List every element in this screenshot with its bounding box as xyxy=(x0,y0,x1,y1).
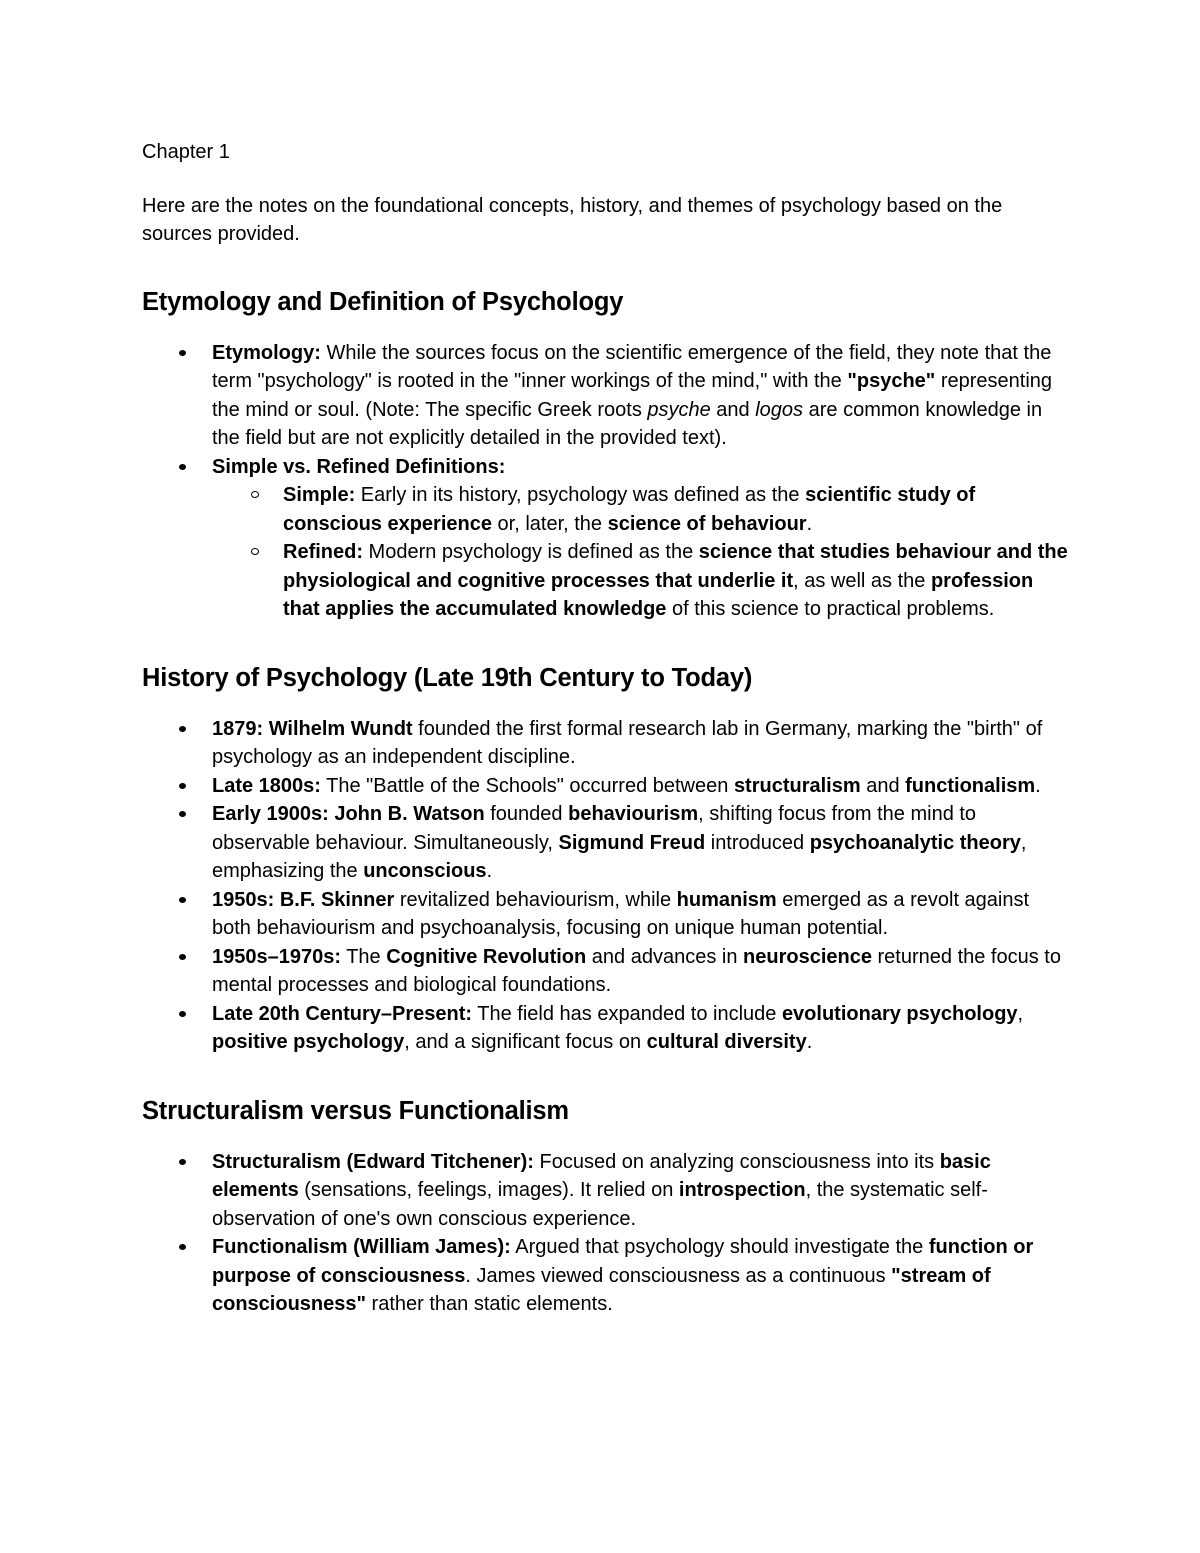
text-run: . xyxy=(806,1031,813,1053)
bold-text: science of behaviour xyxy=(607,512,807,535)
text-run: , as well as the xyxy=(793,569,931,592)
bold-text: structuralism xyxy=(733,774,861,797)
bold-text: Structuralism (Edward Titchener): xyxy=(212,1150,534,1173)
sections-container xyxy=(142,285,1072,1319)
sub-bullet-item xyxy=(142,538,1072,624)
bold-text: "psyche" xyxy=(847,370,936,392)
text-run: Focused on analyzing consciousness into its xyxy=(533,1150,940,1173)
bold-text: behaviourism xyxy=(568,803,699,825)
text-run: introduced xyxy=(705,831,810,854)
bullet-item xyxy=(142,772,1072,801)
bold-text: Late 20th Century–Present: xyxy=(212,1002,473,1025)
bullet-item xyxy=(142,339,1072,453)
bullet-item xyxy=(142,800,1072,886)
bold-text: Simple vs. Refined Definitions: xyxy=(212,455,506,478)
text-run: revitalized behaviourism, while xyxy=(394,888,677,911)
text-run: are common knowledge in the field but are not explicitly detailed in the provided text). xyxy=(212,398,1043,449)
bold-text: Etymology: xyxy=(212,341,321,364)
bullet-item xyxy=(142,943,1072,1000)
bold-text: humanism xyxy=(676,888,777,911)
text-run: Argued that psychology should investigate the xyxy=(510,1236,929,1258)
text-run: The "Battle of the Schools" occurred between xyxy=(320,774,734,797)
text-run: of this science to practical problems. xyxy=(666,598,995,620)
bold-text: psychoanalytic theory xyxy=(809,831,1021,854)
bullet-item xyxy=(142,453,1072,624)
text-run: The xyxy=(341,945,387,968)
text-run: representing the mind or soul. (Note: The specific Greek roots xyxy=(212,370,1053,421)
sub-bullet-item xyxy=(142,481,1072,538)
text-run: , xyxy=(1017,1002,1024,1025)
bullet-list xyxy=(142,339,1072,624)
document-page xyxy=(142,138,1072,1356)
bold-text: Functionalism (William James): xyxy=(212,1236,511,1258)
bold-text: Cognitive Revolution xyxy=(386,945,587,968)
bold-text: functionalism xyxy=(905,774,1036,797)
section-heading: Etymology and Definition of Psychology xyxy=(142,287,624,316)
bold-text: "stream of consciousness" xyxy=(212,1264,991,1315)
text-run: , shifting focus from the mind to observable behaviour. Simultaneously, xyxy=(212,803,977,854)
text-run: . xyxy=(1035,774,1041,797)
text-run: founded xyxy=(484,803,569,825)
bold-text: Early 1900s: John B. Watson xyxy=(212,803,485,825)
bold-text: Simple: xyxy=(283,484,356,506)
section-heading: History of Psychology (Late 19th Century to Today) xyxy=(142,663,753,692)
bold-text: Refined: xyxy=(283,541,363,563)
bold-text: basic elements xyxy=(212,1150,991,1201)
text-run: Early in its history, psychology was defined as the xyxy=(355,484,806,506)
text-run: , emphasizing the xyxy=(212,831,1027,882)
bold-text: science that studies behaviour and the physiological and cognitive processes that underlie it xyxy=(283,541,1068,592)
bold-text: unconscious xyxy=(363,860,487,882)
bold-text: introspection xyxy=(678,1179,806,1201)
text-run: The field has expanded to include xyxy=(472,1002,782,1025)
bold-text: profession that applies the accumulated knowledge xyxy=(283,569,1034,620)
text-run: rather than static elements. xyxy=(365,1293,613,1315)
bold-text: evolutionary psychology xyxy=(781,1002,1018,1025)
bold-text: neuroscience xyxy=(743,945,872,968)
bold-text: 1950s: B.F. Skinner xyxy=(212,888,395,911)
chapter-title: Chapter 1 xyxy=(142,141,230,163)
text-run: Modern psychology is defined as the xyxy=(363,541,699,563)
bullet-list xyxy=(142,715,1072,1057)
bullet-item xyxy=(142,1000,1072,1057)
text-run: founded the first formal research lab in Germany, marking the "birth" of psychology as an independent discipline. xyxy=(212,717,1043,768)
bold-text: function or purpose of consciousness xyxy=(212,1236,1034,1287)
text-run: (sensations, feelings, images). It relied on xyxy=(298,1179,679,1201)
text-run: or, later, the xyxy=(491,512,608,535)
bold-text: cultural diversity xyxy=(646,1031,807,1053)
bold-text: 1879: Wilhelm Wundt xyxy=(212,717,413,740)
italic-text: psyche xyxy=(647,398,711,421)
bullet-item xyxy=(142,715,1072,772)
text-run: While the sources focus on the scientific emergence of the field, they note that the term "psychology" is rooted in the "inner workings of the mind," with the xyxy=(212,341,1052,392)
section-heading: Structuralism versus Functionalism xyxy=(142,1096,569,1125)
text-run: . xyxy=(486,860,493,882)
intro-paragraph: Here are the notes on the foundational concepts, history, and themes of psychology based on the sources provided. xyxy=(142,194,1003,245)
bullet-item xyxy=(142,1233,1072,1319)
text-run: and xyxy=(860,774,906,797)
text-run: . xyxy=(806,512,813,535)
text-run: , the systematic self-observation of one's own conscious experience. xyxy=(212,1179,988,1230)
bold-text: Late 1800s: xyxy=(212,774,321,797)
sub-bullet-list xyxy=(142,481,1072,624)
bold-text: scientific study of conscious experience xyxy=(283,484,976,535)
text-run: returned the focus to mental processes and biological foundations. xyxy=(212,945,1061,996)
italic-text: logos xyxy=(755,398,804,421)
text-run: emerged as a revolt against both behaviourism and psychoanalysis, focusing on unique human potential. xyxy=(212,888,1030,939)
bullet-item xyxy=(142,886,1072,943)
bold-text: positive psychology xyxy=(212,1031,405,1053)
bullet-item xyxy=(142,1148,1072,1234)
text-run: and xyxy=(710,398,756,421)
text-run: , and a significant focus on xyxy=(404,1031,647,1053)
text-run: and advances in xyxy=(586,945,744,968)
bold-text: Sigmund Freud xyxy=(558,831,706,854)
text-run: . James viewed consciousness as a continuous xyxy=(465,1264,892,1287)
bullet-list xyxy=(142,1148,1072,1319)
bold-text: 1950s–1970s: xyxy=(212,945,342,968)
